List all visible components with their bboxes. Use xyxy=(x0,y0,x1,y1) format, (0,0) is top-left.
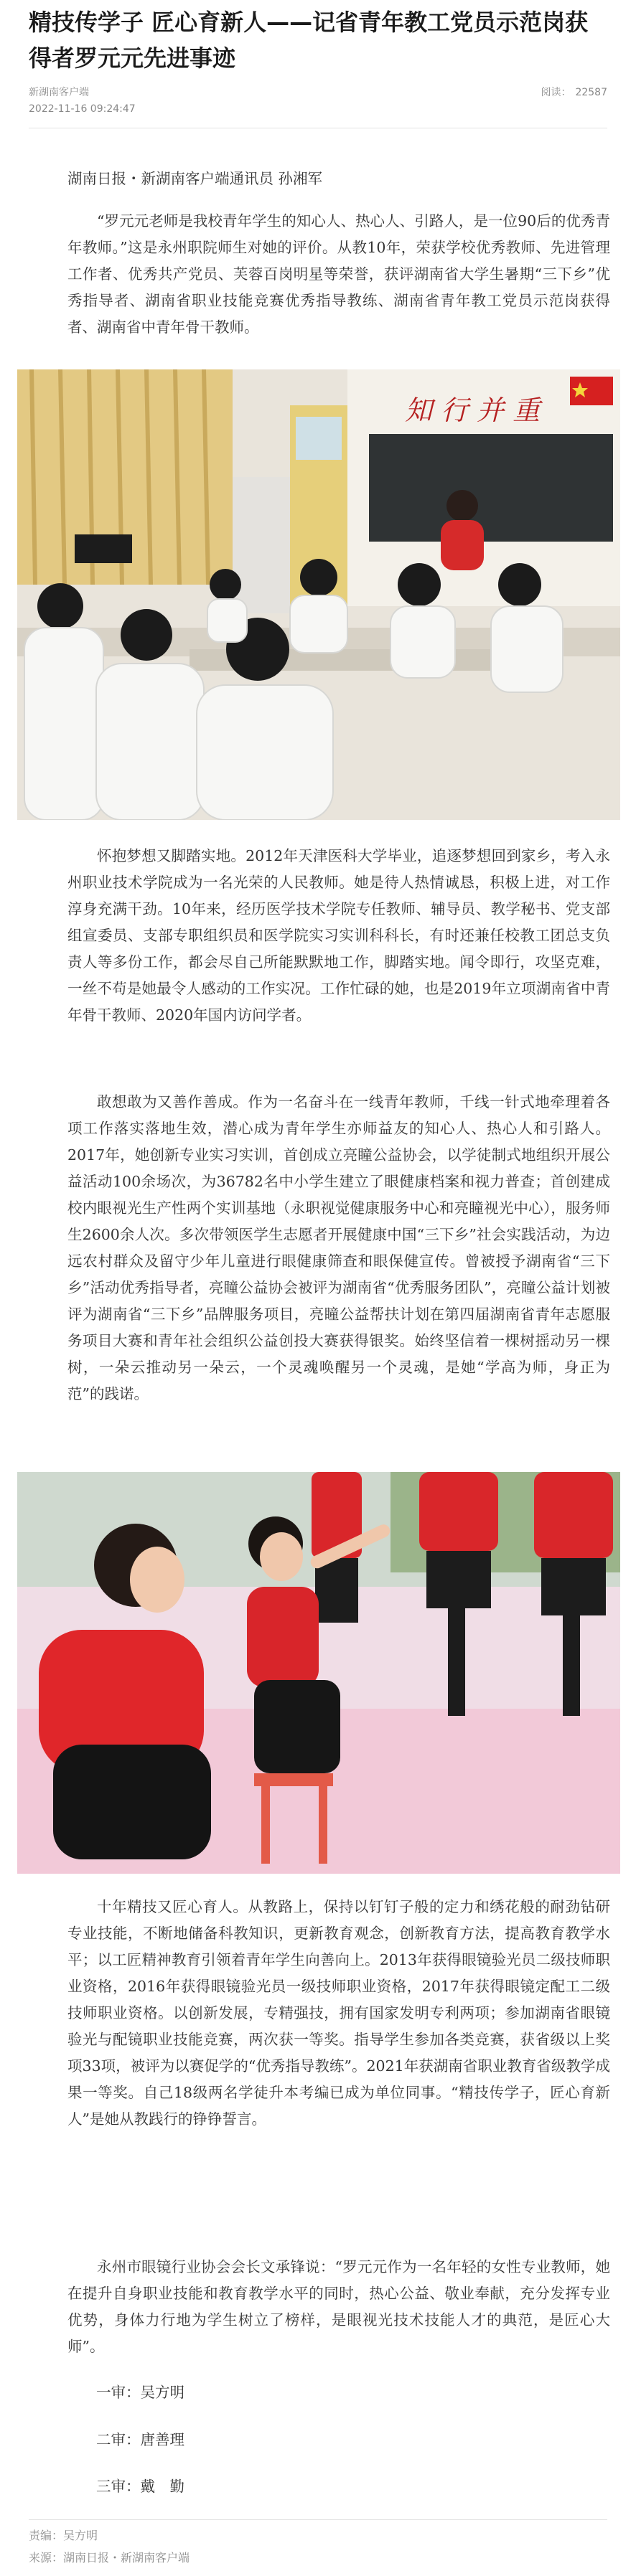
child-training-photo-illustration xyxy=(17,1472,620,1874)
classroom-photo xyxy=(17,369,620,820)
footer-divider xyxy=(29,2519,607,2520)
paragraph-quote: 永州市眼镜行业协会会长文承锋说：“罗元元作为一名年轻的女性专业教师，她在提升自身职业技能和教育教学水平的同时，热心公益、敬业奉献，充分发挥专业优势，身体力行地为学生树立了榜样，是眼视光技术技能人才的典范，是匠心大师”。 xyxy=(67,2258,610,2355)
editor-line: 责编：吴方明 xyxy=(29,2529,98,2542)
review-third: 三审：戴 勤 xyxy=(96,2478,184,2495)
read-count-label: 阅读： xyxy=(541,87,571,98)
paragraph-dare: 敢想敢为又善作善成。作为一名奋斗在一线青年教师，千线一针式地牵理着各项工作落实落地生效，潜心成为青年学生亦师益友的知心人、热心人和引路人。2017年，她创新专业实习实训，首创成立亮瞳公益协会，以学徒制式地组织开展公益活动100余场次，为36782名中小学生建立了眼健康档案和视力普查；首创建成校内眼视光生产性两个实训基地（永职视觉健康服务中心和亮瞳视光中心），服务师生2600余人次。多次带领医学生志愿者开展健康中国“三下乡”社会实践活动，为边远农村群众及留守少年儿童进行眼健康筛查和眼保健宣传。曾被授予湖南省“三下乡”活动优秀指导者，亮瞳公益协会被评为湖南省“优秀服务团队”，亮瞳公益计划被评为湖南省“三下乡”品牌服务项目，亮瞳公益帮扶计划在第四届湖南省青年志愿服务项目大赛和青年社会组织公益创投大赛获得银奖。始终坚信着一棵树摇动另一棵树，一朵云推动另一朵云，一个灵魂唤醒另一个灵魂，是她“学高为师，身正为范”的践诺。 xyxy=(67,1093,610,1402)
review-second: 二审：唐善理 xyxy=(96,2431,184,2448)
source-label[interactable]: 新湖南客户端 xyxy=(29,87,89,98)
read-count xyxy=(541,85,607,99)
paragraph-intro: “罗元元老师是我校青年学生的知心人、热心人、引路人，是一位90后的优秀青年教师。”这是永州职院师生对她的评价。从教10年，荣获学校优秀教师、先进管理工作者、优秀共产党员、芙蓉百岗明星等荣誉，获评湖南省大学生暑期“三下乡”优秀指导者、湖南省职业技能竞赛优秀指导教练、湖南省青年教工党员示范岗获得者、湖南省中青年骨干教师。 xyxy=(67,212,610,336)
article-title: 精技传学子 匠心育新人——记省青年教工党员示范岗获得者罗元元先进事迹 xyxy=(29,9,589,72)
paragraph-craft: 十年精技又匠心育人。从教路上，保持以钉钉子般的定力和绣花般的耐劲钻研专业技能，不断地储备科教知识，更新教育观念，创新教育方法，提高教育教学水平；以工匠精神教育引领着青年学生向善向上。2013年获得眼镜验光员二级技师职业资格，2016年获得眼镜验光员一级技师职业资格，2017年获得眼镜定配工二级技师职业资格。以创新发展，专精强技，拥有国家发明专利两项；参加湖南省眼镜验光与配镜职业技能竞赛，两次获一等奖。指导学生参加各类竞赛，获省级以上奖项33项，被评为以赛促学的“优秀指导教练”。2021年获湖南省职业教育省级教学成果一等奖。自己18级两名学徒升本考编已成为单位同事。“精技传学子，匠心育新人”是她从教践行的铮铮誓言。 xyxy=(67,1898,610,2128)
reporter-line: 湖南日报・新湖南客户端通讯员 孙湘军 xyxy=(67,170,323,187)
paragraph-dream: 怀抱梦想又脚踏实地。2012年天津医科大学毕业，追逐梦想回到家乡，考入永州职业技术学院成为一名光荣的人民教师。她是待人热情诚恳，积极上进，对工作淳身充满干劲。10年来，经历医学技术学院专任教师、辅导员、教学秘书、党支部组宣委员、支部专职组织员和医学院实习实训科科长，有时还兼任校教工团总支负责人等多份工作，都会尽自己所能默默地工作，脚踏实地。闻令即行，攻坚克难，一丝不苟是她最令人感动的工作实况。工作忙碌的她，也是2019年立项湖南省中青年骨干教师、2020年国内访问学者。 xyxy=(67,847,610,1024)
classroom-board-slogan: 知 行 并 重 xyxy=(405,395,541,426)
classroom-photo-illustration xyxy=(17,369,620,820)
source-line: 来源：湖南日报・新湖南客户端 xyxy=(29,2551,190,2565)
child-training-photo xyxy=(17,1472,620,1874)
review-first: 一审：吴方明 xyxy=(96,2384,184,2401)
publish-date: 2022-11-16 09:24:47 xyxy=(29,103,136,115)
read-count-value: 22587 xyxy=(575,87,607,98)
